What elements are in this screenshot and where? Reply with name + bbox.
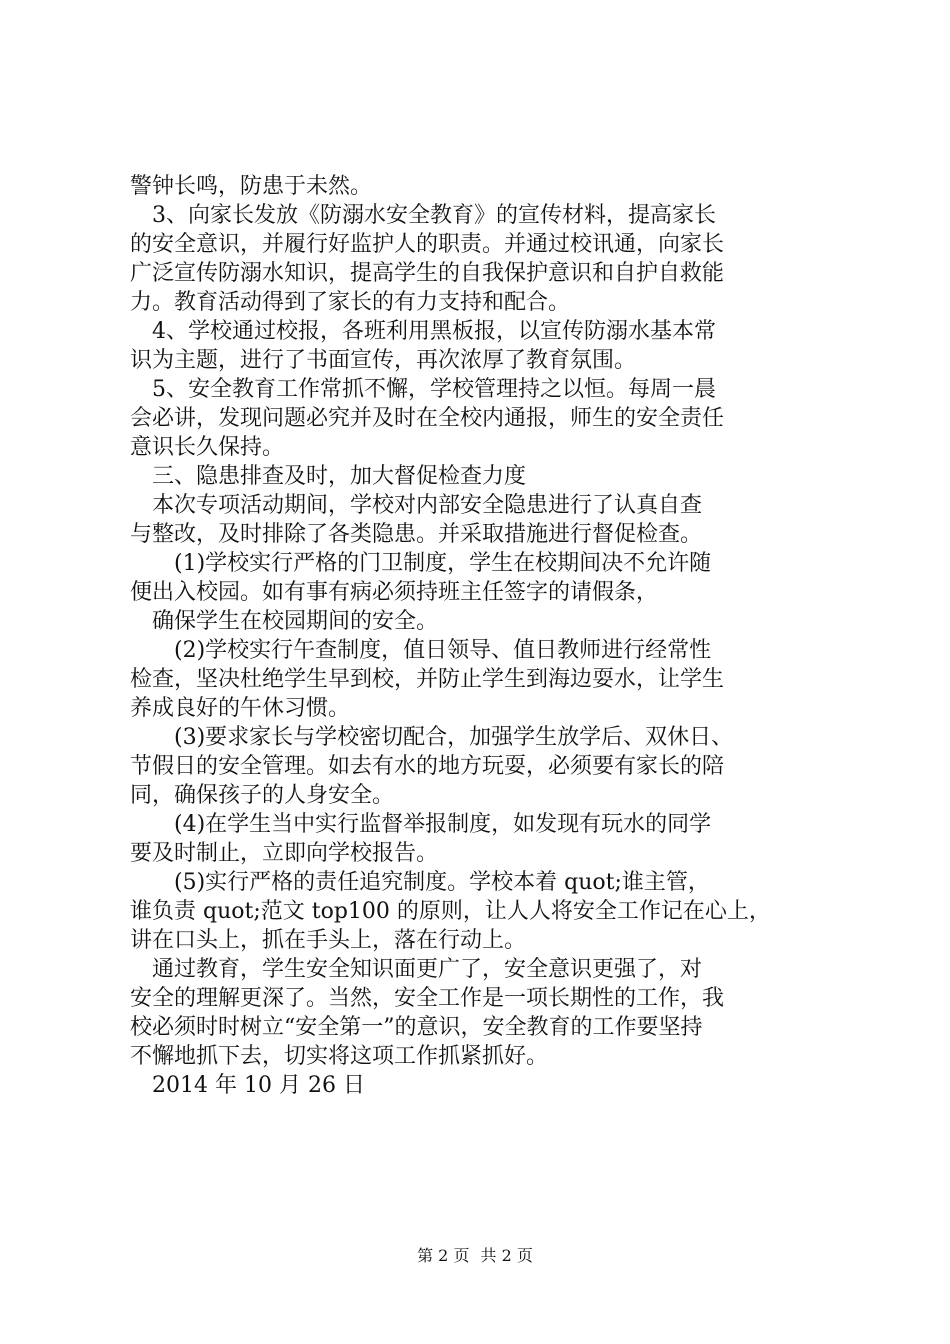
text-line: (3)要求家长与学校密切配合，加强学生放学后、双休日、	[130, 725, 734, 750]
text-line: 通过教育，学生安全知识面更广了，安全意识更强了，对	[130, 957, 703, 982]
text-line: 同，确保孩子的人身安全。	[130, 783, 395, 808]
text-line: (2)学校实行午查制度，值日领导、值日教师进行经常性	[130, 638, 712, 663]
text-line: 节假日的安全管理。如去有水的地方玩耍，必须要有家长的陪	[130, 754, 725, 779]
page-footer	[0, 1246, 950, 1266]
text-line: 校必须时时树立“安全第一”的意识，安全教育的工作要坚持	[130, 1015, 703, 1040]
text-line: 养成良好的午休习惯。	[130, 696, 351, 721]
text-line: 便出入校园。如有事有病必须持班主任签字的请假条，	[130, 580, 659, 605]
text-line: 3、向家长发放《防溺水安全教育》的宣传材料，提高家长	[130, 203, 716, 228]
text-line: 4、学校通过校报，各班利用黑板报，以宣传防溺水基本常	[130, 319, 716, 344]
text-line: 不懈地抓下去，切实将这项工作抓紧抓好。	[130, 1044, 549, 1069]
text-line: 警钟长鸣，防患于未然。	[130, 174, 373, 199]
text-line: 会必讲，发现问题必究并及时在全校内通报，师生的安全责任	[130, 406, 725, 431]
document-date: 2014 年 10 月 26 日	[130, 1073, 365, 1098]
text-line: 识为主题，进行了书面宣传，再次浓厚了教育氛围。	[130, 348, 637, 373]
text-line: 与整改，及时排除了各类隐患。并采取措施进行督促检查。	[130, 522, 703, 547]
text-line: 谁负责 quot;范文 top100 的原则，让人人将安全工作记在心上，	[130, 899, 771, 924]
text-line: (5)实行严格的责任追究制度。学校本着 quot;谁主管，	[130, 870, 710, 895]
text-line: 安全的理解更深了。当然，安全工作是一项长期性的工作，我	[130, 986, 725, 1011]
text-line: 广泛宣传防溺水知识，提高学生的自我保护意识和自护自救能	[130, 261, 725, 286]
page-number: 第 2 页	[417, 1246, 470, 1265]
text-line: (4)在学生当中实行监督举报制度，如发现有玩水的同学	[130, 812, 712, 837]
text-line: 5、安全教育工作常抓不懈，学校管理持之以恒。每周一晨	[130, 377, 716, 402]
text-line: 确保学生在校园期间的安全。	[130, 609, 439, 634]
text-line: 检查，坚决杜绝学生早到校，并防止学生到海边耍水，让学生	[130, 667, 725, 692]
text-line: 力。教育活动得到了家长的有力支持和配合。	[130, 290, 571, 315]
text-line: 本次专项活动期间，学校对内部安全隐患进行了认真自查	[130, 493, 703, 518]
text-line: 意识长久保持。	[130, 435, 285, 460]
text-line: 要及时制止，立即向学校报告。	[130, 841, 439, 866]
text-line: (1)学校实行严格的门卫制度，学生在校期间决不允许随	[130, 551, 712, 576]
text-line: 讲在口头上，抓在手头上，落在行动上。	[130, 928, 527, 953]
document-body	[130, 172, 830, 1100]
section-heading: 三、隐患排查及时，加大督促检查力度	[130, 464, 527, 489]
page-total: 共 2 页	[480, 1246, 533, 1265]
text-line: 的安全意识，并履行好监护人的职责。并通过校讯通，向家长	[130, 232, 725, 257]
